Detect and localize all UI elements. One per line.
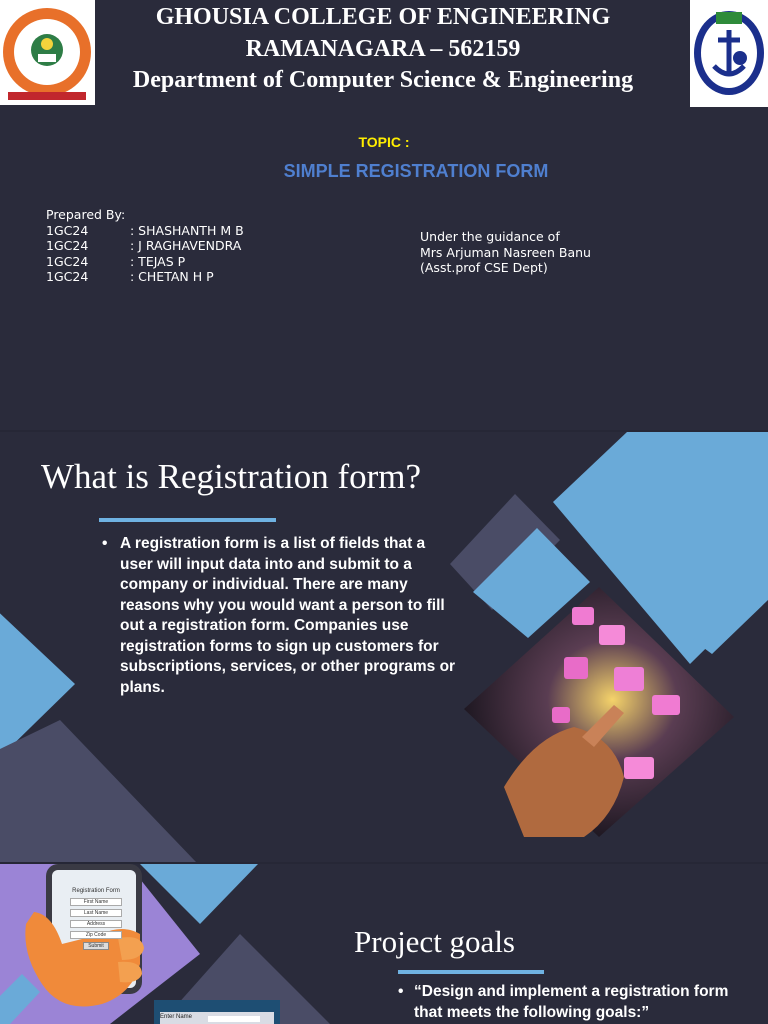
prepared-by (46, 207, 244, 285)
phone-field-last-name[interactable]: Last Name (70, 909, 122, 917)
phone-field-first-name[interactable]: First Name (70, 898, 122, 906)
bullet-dot-icon: • (102, 535, 108, 552)
definition-text: A registration form is a list of fields that a user will input data into and submit to a company or individual. There are many reasons why you would want a person to fill out a registration form. Companies use registration forms to sign up customers for subscriptions, services, or other programs or plans. (120, 535, 456, 696)
phone-form (54, 872, 138, 950)
college-emblem-icon (690, 0, 768, 107)
guidance-block (420, 229, 591, 276)
student-usn: 1GC24 (46, 238, 89, 253)
university-seal-icon (0, 0, 95, 105)
slide-title (0, 0, 768, 430)
student-name: : J RAGHAVENDRA (130, 238, 242, 253)
college-logo-left (0, 0, 95, 105)
heading-underline (99, 518, 276, 522)
phone-field-address[interactable]: Address (70, 920, 122, 928)
slide-definition (0, 432, 768, 862)
panel-label: Enter Name (160, 1014, 193, 1020)
guide-designation: (Asst.prof CSE Dept) (420, 260, 548, 275)
slide-heading: Project goals (354, 924, 515, 959)
bullet-dot-icon: • (398, 983, 404, 1000)
student-row (46, 238, 244, 254)
student-usn: 1GC24 (46, 253, 89, 269)
college-logo-right (690, 0, 768, 107)
student-row (46, 223, 244, 239)
goals-text: “Design and implement a registration form that meets the following goals:” (414, 983, 729, 1021)
student-row (46, 254, 244, 270)
student-usn: 1GC24 (46, 269, 89, 284)
student-name: : SHASHANTH M B (130, 222, 244, 238)
topic-title: SIMPLE REGISTRATION FORM (283, 161, 549, 181)
slide-project-goals (0, 864, 768, 1024)
student-name: : TEJAS P (130, 253, 186, 269)
phone-submit-button[interactable]: Submit (83, 942, 109, 950)
heading-underline (398, 970, 544, 974)
topic-label: TOPIC : (358, 134, 410, 150)
college-city: RAMANAGARA – 562159 (245, 36, 521, 62)
department-name: Department of Computer Science & Engineering (132, 67, 634, 93)
definition-bullet (102, 534, 462, 698)
prepared-label: Prepared By: (46, 207, 126, 222)
phone-field-zip-code[interactable]: Zip Code (70, 931, 122, 939)
college-name: GHOUSIA COLLEGE OF ENGINEERING (155, 4, 611, 30)
slide-heading: What is Registration form? (41, 457, 422, 496)
student-row (46, 269, 244, 285)
goals-bullet (398, 982, 748, 1023)
guidance-line: Under the guidance of (420, 229, 560, 244)
student-usn: 1GC24 (46, 222, 89, 238)
phone-form-heading: Registration Form (72, 888, 120, 894)
touch-screen-image (464, 587, 734, 847)
student-name: : CHETAN H P (130, 269, 214, 284)
guide-name: Mrs Arjuman Nasreen Banu (420, 244, 591, 260)
